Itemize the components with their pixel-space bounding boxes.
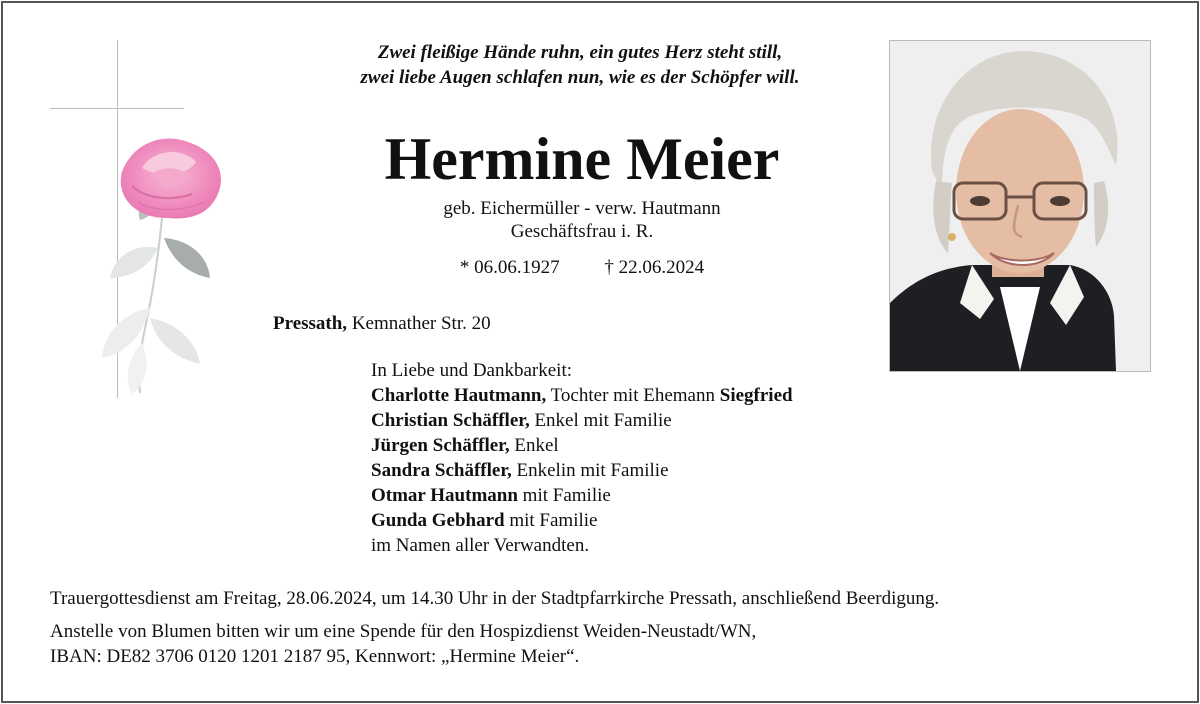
mourner-relation: Enkelin mit Familie (516, 460, 669, 481)
death-date: † 22.06.2024 (604, 257, 705, 278)
memorial-verse (280, 40, 880, 90)
cross-horizontal-line (50, 108, 184, 109)
mourners-closing: im Namen aller Verwandten. (371, 535, 590, 556)
portrait-photo (889, 40, 1151, 372)
donation-text: Anstelle von Blumen bitten wir um eine Spende für den Hospizdienst Weiden-Neustadt/WN, (50, 621, 757, 642)
mourner-name: Sandra Schäffler, (371, 460, 512, 481)
mourner-line (371, 508, 793, 533)
birth-date: * 06.06.1927 (459, 257, 560, 278)
mourner-line (371, 433, 793, 458)
address-street: Kemnather Str. 20 (351, 313, 491, 334)
mourner-line (371, 458, 793, 483)
address-town: Pressath, (273, 313, 348, 334)
mourner-relation: mit Familie (509, 510, 598, 531)
mourner-name: Jürgen Schäffler, (371, 435, 510, 456)
rose-illustration (92, 128, 242, 396)
maiden-name: geb. Eichermüller - verw. Hautmann (443, 198, 721, 219)
deceased-details (280, 197, 884, 243)
mourner-name: Gunda Gebhard (371, 510, 505, 531)
mourners-list (371, 358, 793, 558)
deceased-name: Hermine Meier (384, 126, 780, 192)
verse-line-2: zwei liebe Augen schlafen nun, wie es der Schöpfer will. (360, 67, 800, 88)
iban-text: IBAN: DE82 3706 0120 1201 2187 95, Kennwort: „Hermine Meier“. (50, 646, 580, 667)
mourner-name: Charlotte Hautmann, (371, 385, 547, 406)
occupation: Geschäftsfrau i. R. (510, 221, 654, 242)
mourner-line (371, 483, 793, 508)
address (273, 313, 491, 335)
mourner-relation: Tochter mit Ehemann (550, 385, 715, 406)
mourner-line (371, 408, 793, 433)
mourner-line (371, 383, 793, 408)
footer-notice (50, 586, 939, 669)
portrait-image (890, 41, 1150, 371)
funeral-service-text: Trauergottesdienst am Freitag, 28.06.2024, um 14.30 Uhr in der Stadtpfarrkirche Pressath, anschließend Beerdigung. (50, 588, 940, 609)
life-dates (280, 256, 884, 279)
mourner-name: Otmar Hautmann (371, 485, 518, 506)
mourner-relation: mit Familie (522, 485, 611, 506)
verse-line-1: Zwei fleißige Hände ruhn, ein gutes Herz steht still, (377, 42, 783, 63)
mourner-relation: Enkel mit Familie (534, 410, 672, 431)
mourner-extra-name: Siegfried (719, 385, 793, 406)
mourners-intro: In Liebe und Dankbarkeit: (371, 360, 573, 381)
mourner-relation: Enkel (514, 435, 559, 456)
mourner-name: Christian Schäffler, (371, 410, 530, 431)
